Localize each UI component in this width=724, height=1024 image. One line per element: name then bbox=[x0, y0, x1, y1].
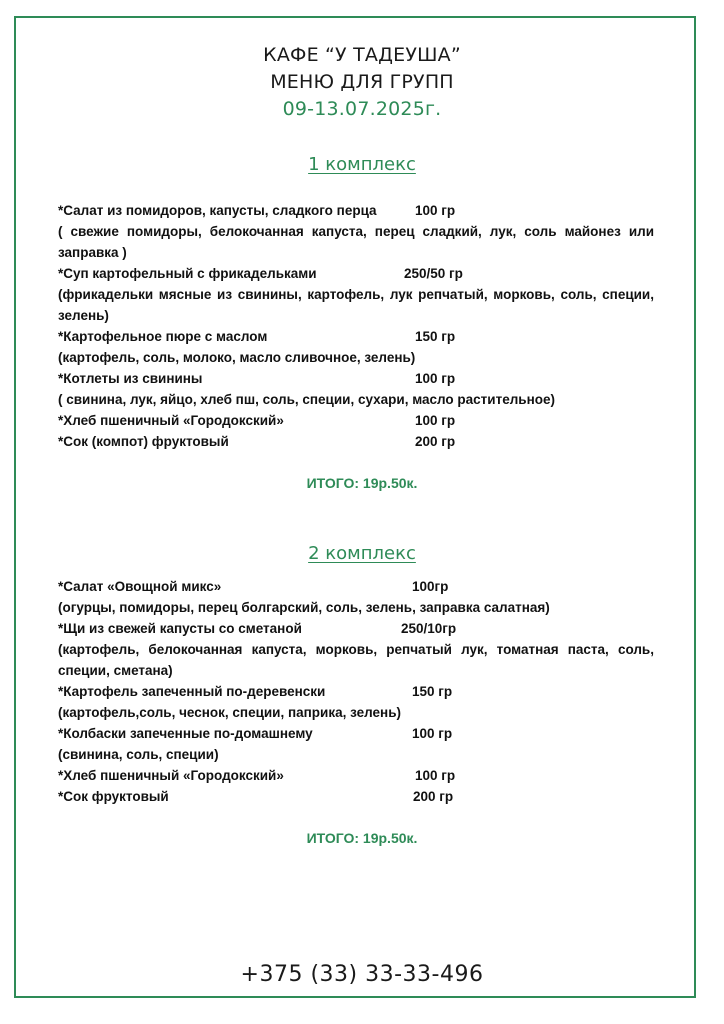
dish-portion: 100 гр bbox=[415, 371, 456, 386]
dish-name: *Колбаски запеченные по-домашнему bbox=[58, 726, 313, 741]
dish-portion: 100гр bbox=[412, 579, 449, 594]
dish-name: *Суп картофельный с фрикадельками bbox=[58, 266, 317, 281]
dish-portion: 100 гр bbox=[412, 726, 453, 741]
list-item bbox=[58, 410, 654, 431]
set-2-items bbox=[58, 576, 654, 807]
list-item bbox=[58, 786, 654, 807]
dish-name: *Щи из свежей капусты со сметаной bbox=[58, 621, 302, 636]
dish-description: (огурцы, помидоры, перец болгарский, соль, зелень, заправка салатная) bbox=[58, 600, 550, 615]
dish-name: *Котлеты из свинины bbox=[58, 371, 203, 386]
list-item bbox=[58, 681, 654, 702]
dish-portion: 200 гр bbox=[415, 434, 456, 449]
dish-portion: 250/50 гр bbox=[404, 266, 463, 281]
dish-name: *Хлеб пшеничный «Городокский» bbox=[58, 413, 284, 428]
list-item bbox=[58, 431, 654, 452]
dish-portion: 150 гр bbox=[412, 684, 453, 699]
set-1-total: ИТОГО: 19р.50к. bbox=[306, 475, 418, 491]
dish-description: (картофель, соль, молоко, масло сливочное, зелень) bbox=[58, 350, 416, 365]
menu-title: МЕНЮ ДЛЯ ГРУПП bbox=[270, 71, 454, 93]
list-item bbox=[58, 576, 654, 597]
set-1-items bbox=[58, 200, 654, 452]
dish-name: *Картофельное пюре с маслом bbox=[58, 329, 268, 344]
menu-header bbox=[0, 42, 724, 123]
dish-description: (свинина, соль, специи) bbox=[58, 747, 219, 762]
menu-dates: 09-13.07.2025г. bbox=[282, 98, 442, 120]
set-1-title: 1 комплекс bbox=[308, 154, 416, 175]
dish-name: *Салат из помидоров, капусты, сладкого перца bbox=[58, 203, 377, 218]
dish-description: ( свинина, лук, яйцо, хлеб пш, соль, специи, сухари, масло растительное) bbox=[58, 392, 555, 407]
list-item bbox=[58, 263, 654, 284]
list-item bbox=[58, 368, 654, 389]
dish-description: (картофель,соль, чеснок, специи, паприка, зелень) bbox=[58, 705, 401, 720]
dish-name: *Салат «Овощной микс» bbox=[58, 579, 222, 594]
dish-description: (фрикадельки мясные из свинины, картофель, лук репчатый, морковь, соль, специи, зелень) bbox=[58, 287, 654, 323]
dish-portion: 100 гр bbox=[415, 768, 456, 783]
dish-portion: 250/10гр bbox=[401, 621, 457, 636]
dish-name: *Сок (компот) фруктовый bbox=[58, 434, 229, 449]
dish-name: *Картофель запеченный по-деревенски bbox=[58, 684, 326, 699]
list-item bbox=[58, 200, 654, 221]
dish-portion: 150 гр bbox=[415, 329, 456, 344]
dish-name: *Сок фруктовый bbox=[58, 789, 169, 804]
dish-portion: 200 гр bbox=[413, 789, 454, 804]
list-item bbox=[58, 326, 654, 347]
dish-description: (картофель, белокочанная капуста, морковь, репчатый лук, томатная паста, соль, специи, сметана) bbox=[58, 642, 654, 678]
dish-description: ( свежие помидоры, белокочанная капуста, перец сладкий, лук, соль майонез или заправка ) bbox=[58, 224, 654, 260]
list-item bbox=[58, 618, 654, 639]
set-2-total: ИТОГО: 19р.50к. bbox=[306, 830, 418, 846]
dish-portion: 100 гр bbox=[415, 413, 456, 428]
list-item bbox=[58, 765, 654, 786]
dish-name: *Хлеб пшеничный «Городокский» bbox=[58, 768, 284, 783]
list-item bbox=[58, 723, 654, 744]
dish-portion: 100 гр bbox=[415, 203, 456, 218]
cafe-name: КАФЕ “У ТАДЕУША” bbox=[263, 44, 461, 66]
phone-number: +375 (33) 33-33-496 bbox=[240, 962, 484, 987]
set-2-title: 2 комплекс bbox=[308, 543, 416, 564]
